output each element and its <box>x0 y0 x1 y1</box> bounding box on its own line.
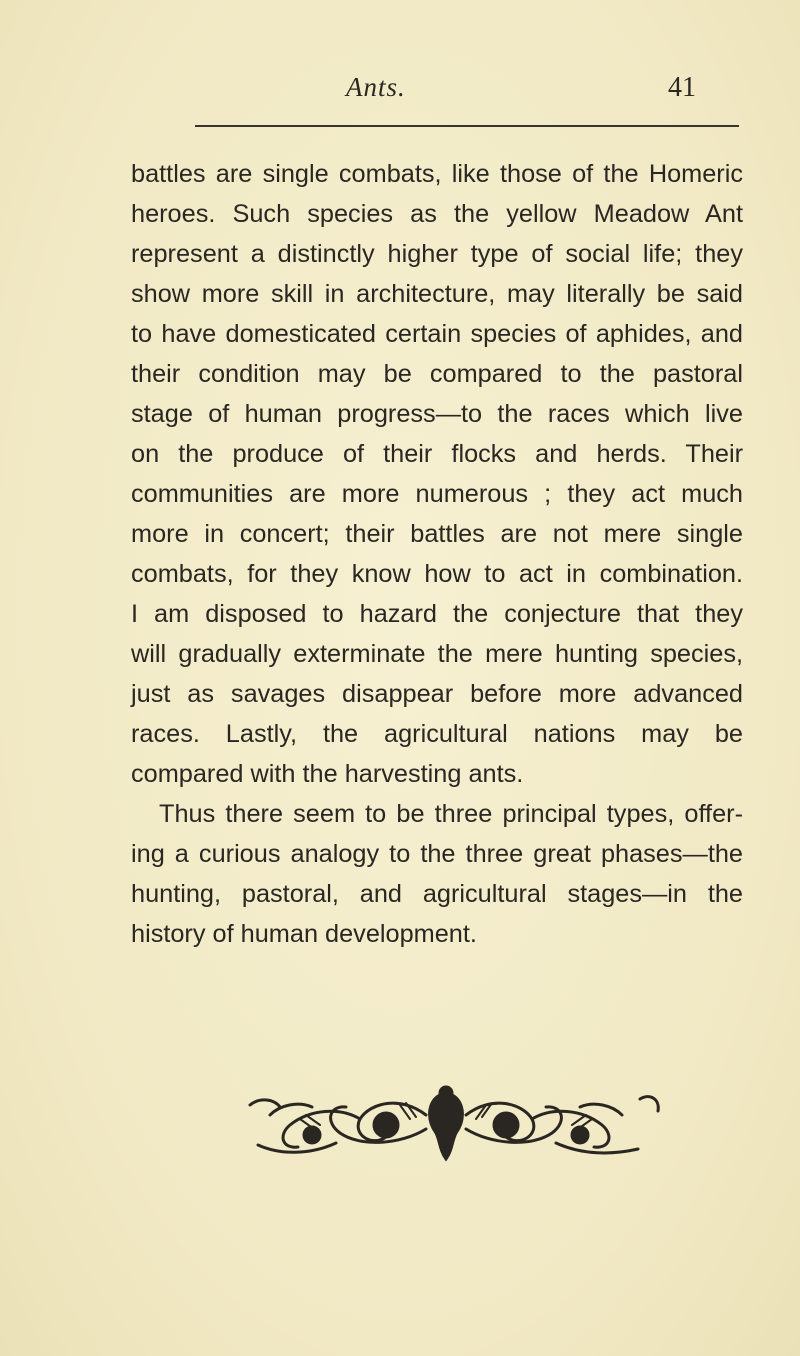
header-rule <box>195 125 739 127</box>
running-head <box>150 72 710 112</box>
text-line: their condition may be compared to the pastoral <box>131 360 743 388</box>
text-line: show more skill in architecture, may literally be said <box>131 280 743 308</box>
text-line: Thus there seem to be three principal types, offer- <box>159 800 743 828</box>
running-head-title: Ants. <box>346 72 406 102</box>
text-line: will gradually exterminate the mere hunting species, <box>131 640 743 668</box>
text-line: compared with the harvesting ants. <box>131 760 524 788</box>
text-line: hunting, pastoral, and agricultural stages—in the <box>131 880 743 908</box>
text-line: communities are more numerous ; they act much <box>131 480 743 508</box>
body-text <box>131 154 743 954</box>
page-number: 41 <box>668 72 696 103</box>
text-line: heroes. Such species as the yellow Meadow Ant <box>131 200 743 228</box>
text-line: to have domesticated certain species of aphides, and <box>131 320 743 348</box>
text-line: history of human development. <box>131 920 477 948</box>
text-line: just as savages disappear before more advanced <box>131 680 743 708</box>
ornamental-tailpiece-icon <box>240 1085 670 1165</box>
text-line: stage of human progress—to the races which live <box>131 400 743 428</box>
text-line: on the produce of their flocks and herds. Their <box>131 440 743 468</box>
text-line: races. Lastly, the agricultural nations may be <box>131 720 743 748</box>
text-line: combats, for they know how to act in combination. <box>131 560 743 588</box>
text-line: battles are single combats, like those of the Homeric <box>131 160 743 188</box>
text-line: I am disposed to hazard the conjecture that they <box>131 600 743 628</box>
text-line: more in concert; their battles are not mere single <box>131 520 743 548</box>
text-line: ing a curious analogy to the three great phases—the <box>131 840 743 868</box>
text-line: represent a distinctly higher type of social life; they <box>131 240 743 268</box>
